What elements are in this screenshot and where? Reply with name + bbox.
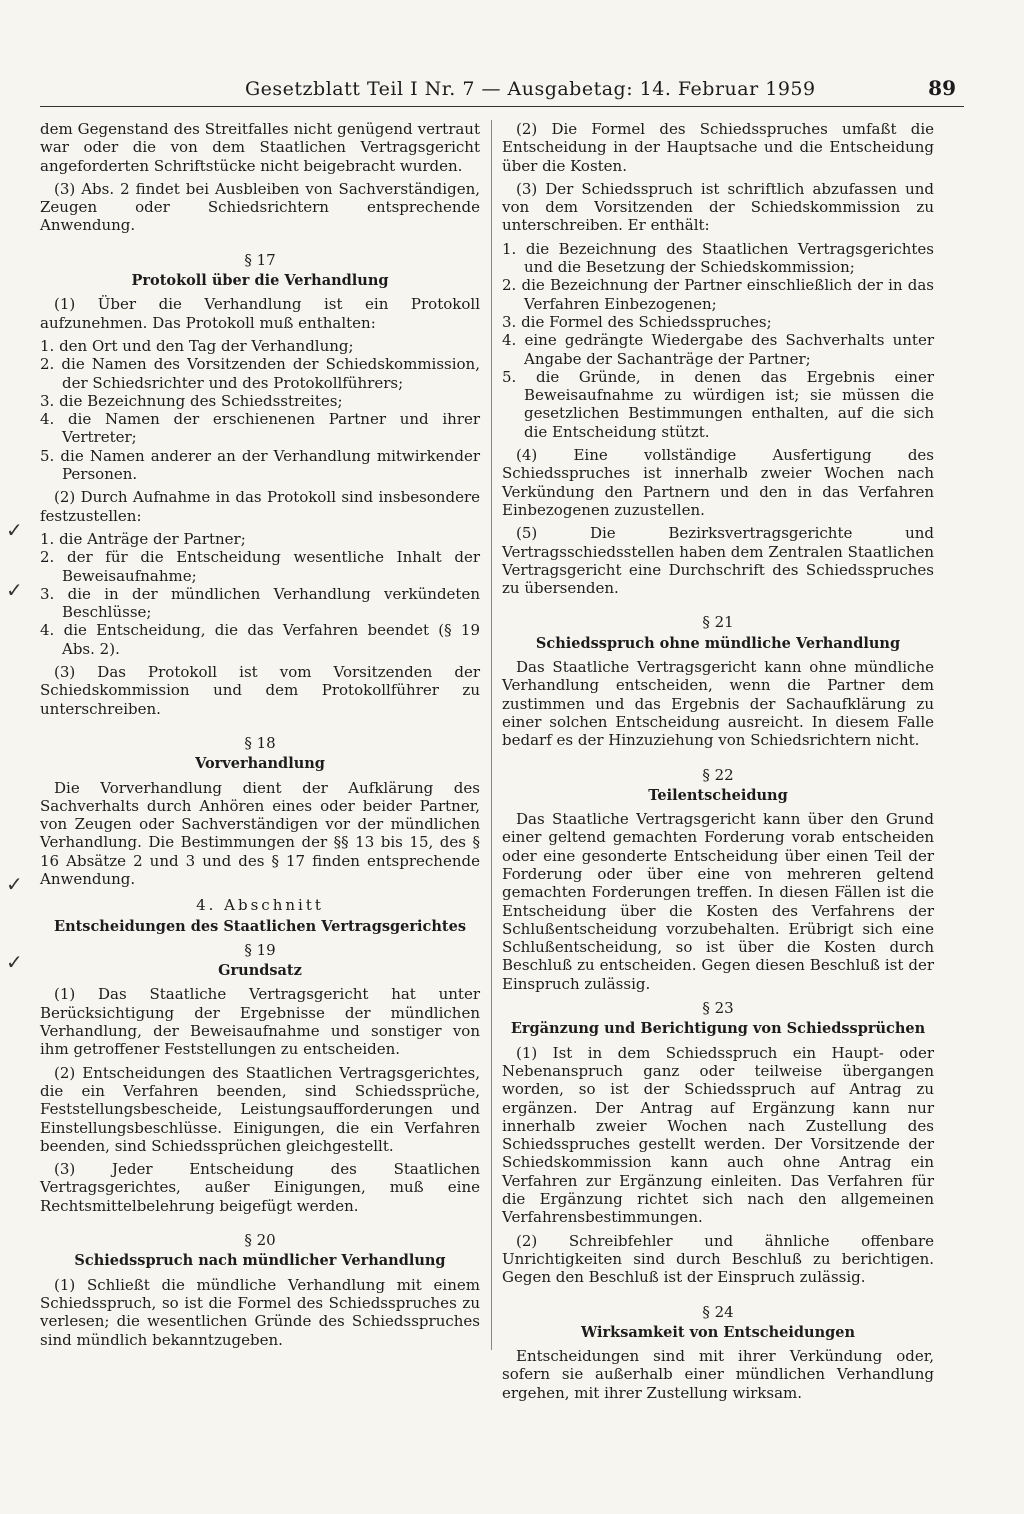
list-item: 3. die Formel des Schiedsspruches;	[502, 312, 772, 331]
paragraph: (2) Die Formel des Schiedsspruches umfaßt die Entscheidung in der Hauptsache und die Entscheidung über die Kosten.	[502, 120, 934, 175]
continued-paragraph: dem Gegenstand des Streitfalles nicht genügend vertraut war oder die von dem Staatlichen Vertragsgericht angeforderten Schriftstücke nicht beigebracht wurden.	[40, 120, 480, 175]
numbered-list	[40, 530, 480, 658]
paragraph: Das Staatliche Vertragsgericht kann über den Grund einer geltend gemachten Forderung vorab entscheiden oder eine gesonderte Entscheidung über einen Teil der Forderung oder über eine von mehreren geltend gemachten Forderungen treffen. In diesen Fällen ist die Entscheidung über die Kosten des Verfahrens der Schlußentscheidung vorzubehalten. Erübrigt sich eine Schlußentscheidung, so ist über die Kosten durch Beschluß zu entscheiden. Gegen diesen Beschluß ist der Einspruch zulässig.	[502, 810, 934, 993]
paragraph: (3) Der Schiedsspruch ist schriftlich abzufassen und von dem Vorsitzenden der Schiedskommission zu unterschreiben. Er enthält:	[502, 179, 934, 235]
section-title: Schiedsspruch ohne mündliche Verhandlung	[535, 634, 901, 652]
numbered-list	[502, 240, 934, 441]
section-title: Grundsatz	[218, 962, 302, 980]
margin-check-mark-icon: ✓	[6, 872, 23, 896]
section-title: Schiedsspruch nach mündlicher Verhandlung	[74, 1252, 446, 1270]
left-column	[40, 120, 480, 1354]
chapter-heading: 4. Abschnitt	[196, 896, 324, 915]
right-column	[502, 120, 934, 1407]
paragraph: (1) Über die Verhandlung ist ein Protokoll aufzunehmen. Das Protokoll muß enthalten:	[40, 295, 480, 332]
paragraph: Das Staatliche Vertragsgericht kann ohne mündliche Verhandlung entscheiden, wenn die Partner dem zustimmen und das Ergebnis der Sachaufklärung zu einer solchen Entscheidung ausreicht. In diesem Falle bedarf es der Hinzuziehung von Schiedsrichtern nicht.	[502, 658, 934, 750]
list-item: 4. die Entscheidung, die das Verfahren beendet (§ 19 Abs. 2).	[40, 621, 480, 658]
list-item: 3. die in der mündlichen Verhandlung verkündeten Beschlüsse;	[40, 584, 480, 622]
list-item: 1. den Ort und den Tag der Verhandlung;	[40, 336, 354, 355]
paragraph: (3) Abs. 2 findet bei Ausbleiben von Sachverständigen, Zeugen oder Schiedsrichtern entsprechende Anwendung.	[40, 179, 480, 235]
list-item: 1. die Bezeichnung des Staatlichen Vertragsgerichtes und die Besetzung der Schiedskommission;	[502, 239, 934, 277]
section-title: Teilentscheidung	[648, 786, 788, 804]
section-number: § 20	[244, 1231, 276, 1250]
list-item: 1. die Anträge der Partner;	[40, 529, 246, 548]
section-title: Wirksamkeit von Entscheidungen	[580, 1323, 856, 1341]
paragraph: Entscheidungen sind mit ihrer Verkündung oder, sofern sie außerhalb einer mündlichen Verhandlung ergehen, mit ihrer Zustellung wirksam.	[502, 1347, 934, 1402]
section-number: § 17	[244, 250, 276, 269]
list-item: 2. die Bezeichnung der Partner einschließlich der in das Verfahren Einbezogenen;	[502, 276, 934, 313]
section-number: § 18	[244, 733, 276, 752]
section-number: § 24	[702, 1302, 734, 1321]
margin-check-mark-icon: ✓	[6, 950, 23, 974]
paragraph: (1) Schließt die mündliche Verhandlung mit einem Schiedsspruch, so ist die Formel des Schiedsspruches zu verlesen; die wesentlichen Gründe des Schiedsspruches sind mündlich bekanntzugeben.	[40, 1275, 480, 1349]
paragraph: (2) Entscheidungen des Staatlichen Vertragsgerichtes, die ein Verfahren beenden, sind Schiedssprüche, Feststellungsbescheide, Leistungsaufforderungen und Einstellungsbeschlüsse. Einigungen, die ein Verfahren beenden, sind Schiedssprüchen gleichgestellt.	[40, 1063, 480, 1155]
section-number: § 21	[702, 613, 734, 632]
page-header	[40, 74, 964, 107]
paragraph: (2) Durch Aufnahme in das Protokoll sind insbesondere festzustellen:	[40, 488, 480, 525]
list-item: 3. die Bezeichnung des Schiedsstreites;	[40, 391, 343, 410]
paragraph: Die Vorverhandlung dient der Aufklärung des Sachverhalts durch Anhören eines oder beider Partner, von Zeugen oder Sachverständigen vor der mündlichen Verhandlung. Die Bestimmungen der §§ 13 bis 15, des § 16 Absätze 2 und 3 und des § 17 finden entsprechende Anwendung.	[40, 778, 480, 888]
paragraph: (4) Eine vollständige Ausfertigung des Schiedsspruches ist innerhalb zweier Wochen nach Verkündung den Partnern und den in das Verfahren Einbezogenen zuzustellen.	[502, 446, 934, 519]
section-number: § 22	[702, 765, 734, 784]
list-item: 2. die Namen des Vorsitzenden der Schiedskommission, der Schiedsrichter und des Protokollführers;	[40, 355, 480, 392]
paragraph: (2) Schreibfehler und ähnliche offenbare Unrichtigkeiten sind durch Beschluß zu berichtigen. Gegen den Beschluß ist der Einspruch zulässig.	[502, 1231, 934, 1287]
paragraph: (3) Das Protokoll ist vom Vorsitzenden der Schiedskommission und dem Protokollführer zu unterschreiben.	[40, 663, 480, 718]
list-item: 4. die Namen der erschienenen Partner und ihrer Vertreter;	[40, 410, 480, 447]
list-item: 4. eine gedrängte Wiedergabe des Sachverhalts unter Angabe der Sachanträge der Partner;	[502, 331, 934, 368]
chapter-title: Entscheidungen des Staatlichen Vertragsgerichtes	[54, 917, 466, 935]
section-number: § 19	[244, 940, 276, 959]
page-number: 89	[928, 76, 956, 100]
paragraph: (3) Jeder Entscheidung des Staatlichen Vertragsgerichtes, außer Einigungen, muß eine Rechtsmittelbelehrung beigefügt werden.	[40, 1160, 480, 1215]
list-item: 5. die Namen anderer an der Verhandlung mitwirkender Personen.	[40, 446, 480, 484]
section-title: Vorverhandlung	[195, 755, 325, 773]
section-title: Protokoll über die Verhandlung	[131, 272, 389, 290]
paragraph: (5) Die Bezirksvertragsgerichte und Vertragsschiedsstellen haben dem Zentralen Staatlichen Vertragsgericht eine Durchschrift des Schiedsspruches zu übersenden.	[502, 524, 934, 598]
list-item: 5. die Gründe, in denen das Ergebnis einer Beweisaufnahme zu würdigen ist; sie müssen die gesetzlichen Bestimmungen enthalten, auf die sich die Entscheidung stützt.	[502, 367, 934, 441]
paragraph: (1) Das Staatliche Vertragsgericht hat unter Berücksichtigung der Ergebnisse der mündlichen Verhandlung, der Beweisaufnahme und sonstiger von ihm getroffener Feststellungen zu entscheiden.	[40, 985, 480, 1059]
numbered-list	[40, 337, 480, 483]
column-divider	[491, 120, 492, 1350]
list-item: 2. der für die Entscheidung wesentliche Inhalt der Beweisaufnahme;	[40, 548, 480, 585]
section-number: § 23	[702, 999, 734, 1018]
header-title: Gesetzblatt Teil I Nr. 7 — Ausgabetag: 14. Februar 1959	[245, 78, 816, 100]
margin-check-mark-icon: ✓	[6, 518, 23, 542]
paragraph: (1) Ist in dem Schiedsspruch ein Haupt- oder Nebenanspruch ganz oder teilweise übergangen worden, so ist der Schiedsspruch auf Antrag zu ergänzen. Der Antrag auf Ergänzung kann nur innerhalb zweier Wochen nach Zustellung des Schiedsspruches gestellt werden. Der Vorsitzende der Schiedskommission kann auch ohne Antrag ein Verfahren zur Ergänzung einleiten. Das Verfahren für die Ergänzung richtet sich nach den allgemeinen Verfahrensbestimmungen.	[502, 1043, 934, 1227]
section-title: Ergänzung und Berichtigung von Schiedssprüchen	[510, 1020, 926, 1038]
margin-check-mark-icon: ✓	[6, 578, 23, 602]
